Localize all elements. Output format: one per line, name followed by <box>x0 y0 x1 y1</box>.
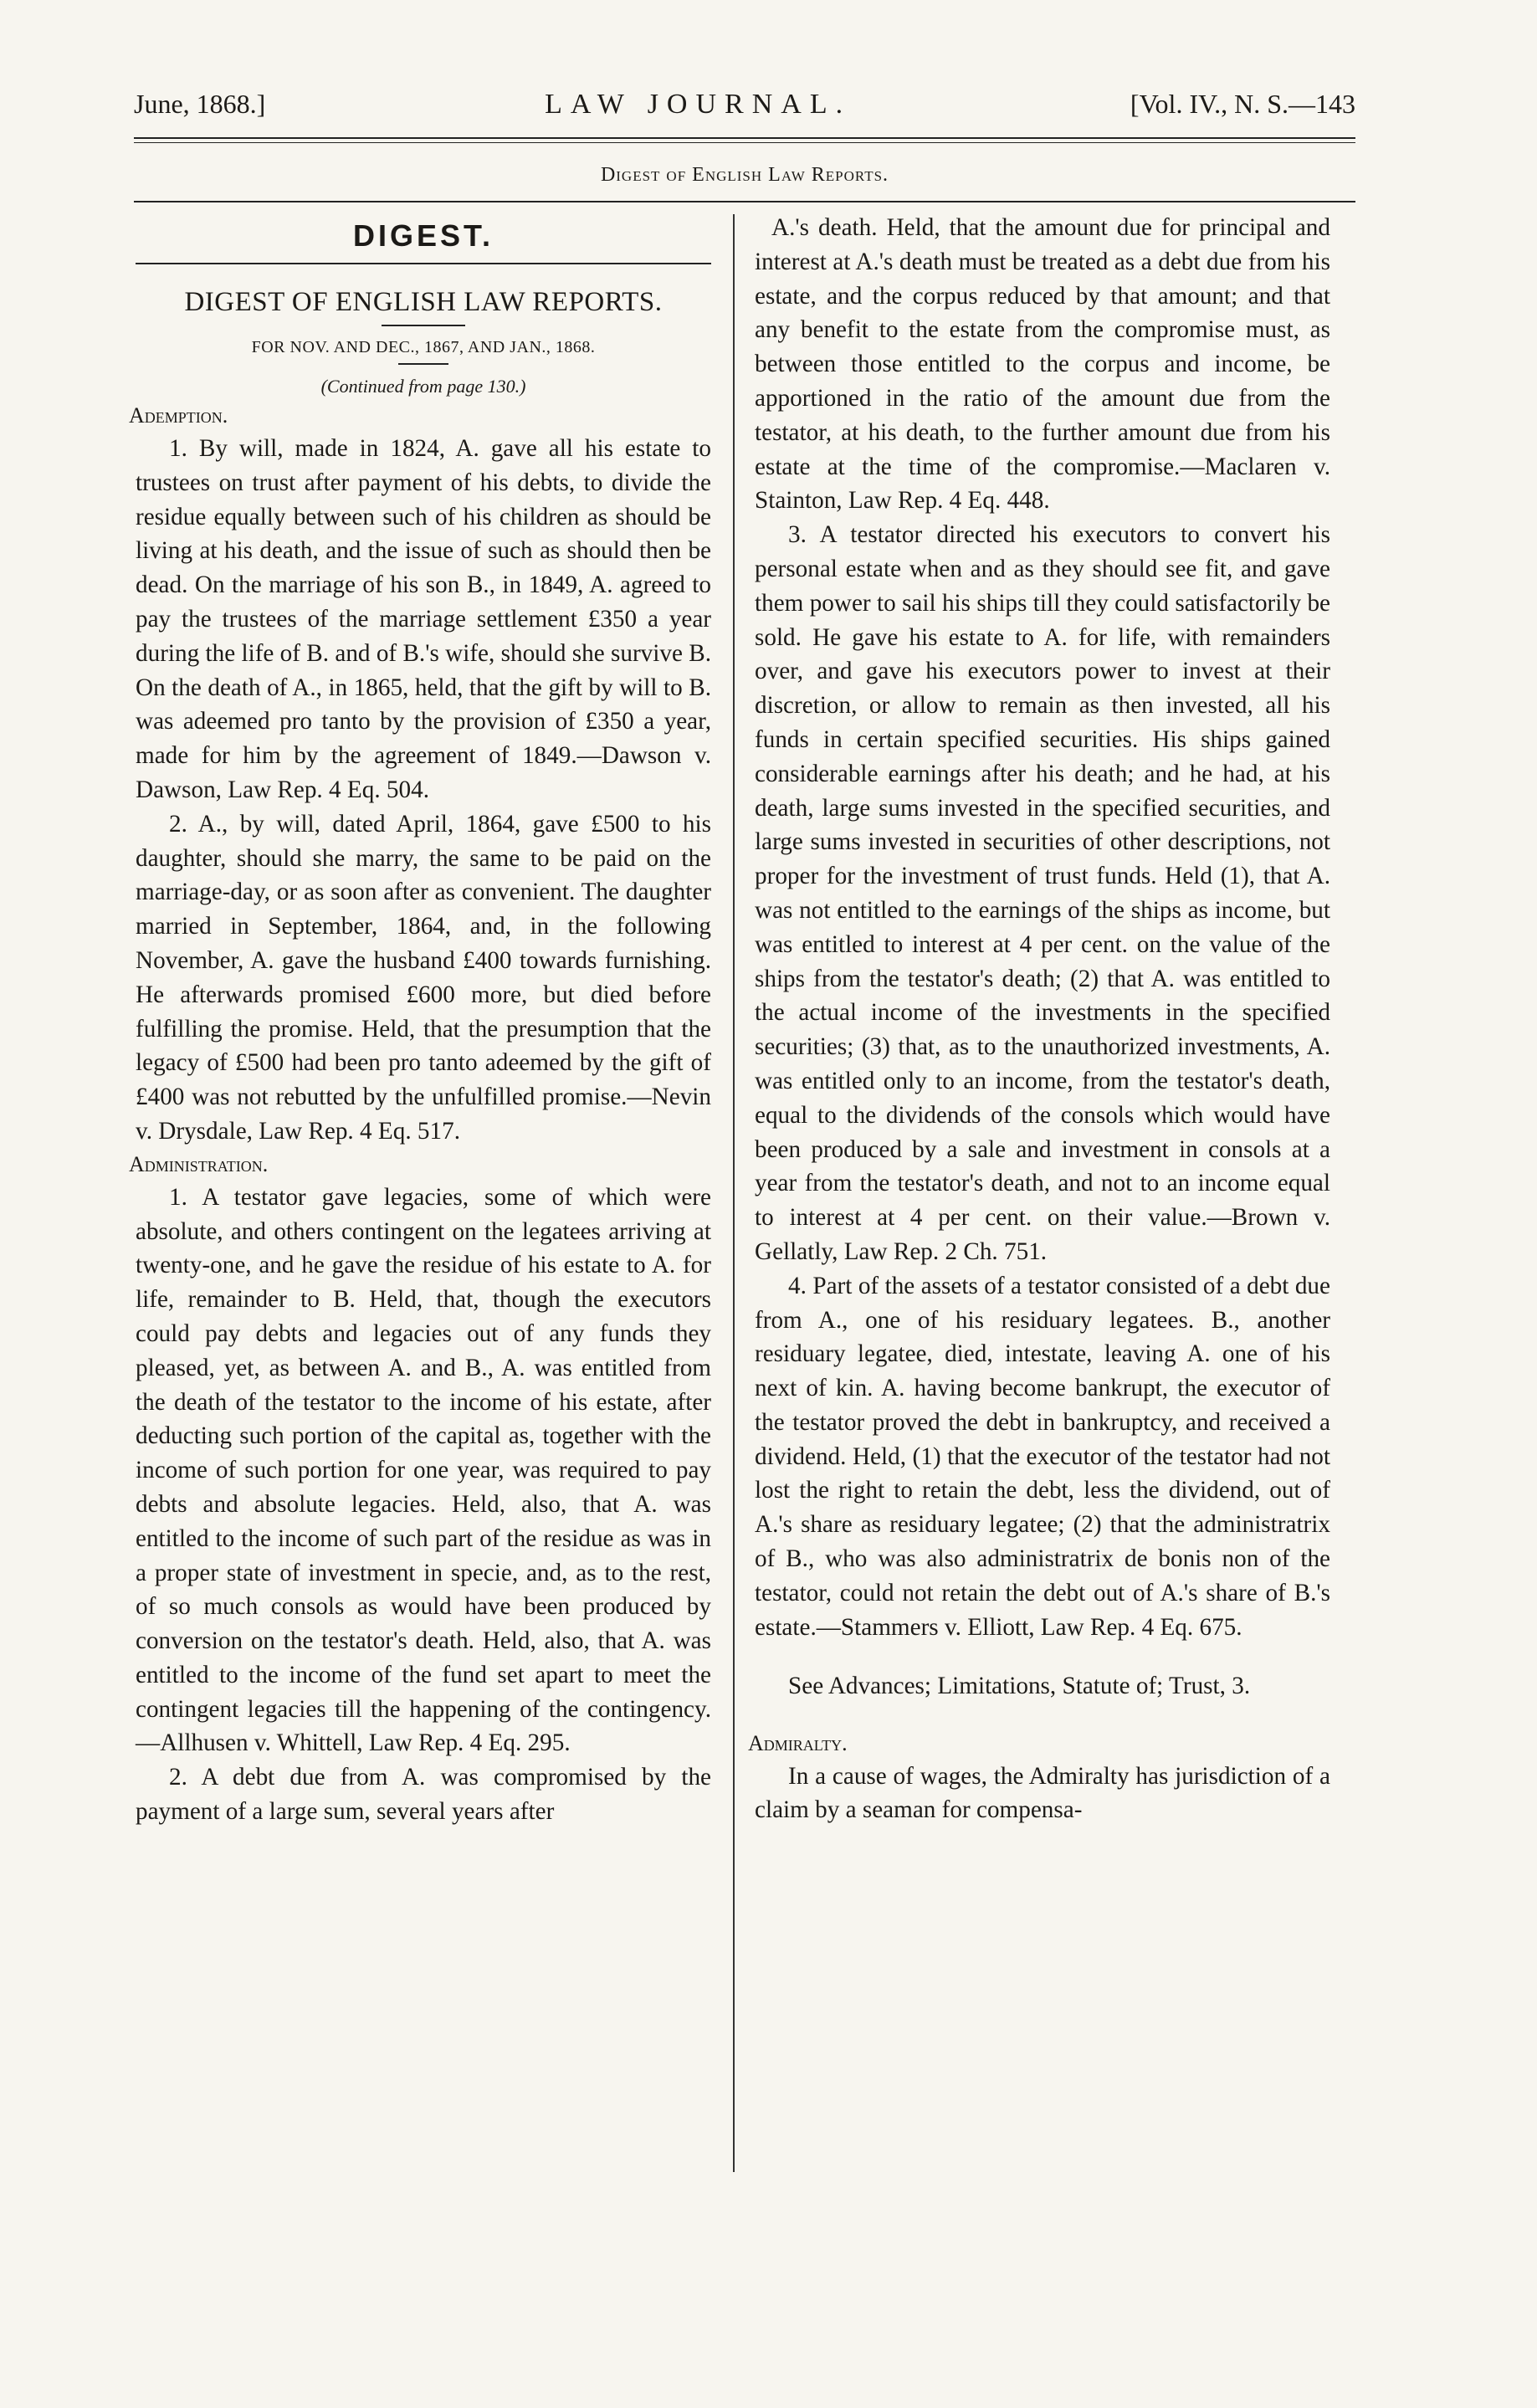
topic-administration: Administration. <box>129 1151 269 1176</box>
running-head-journal: LAW JOURNAL. <box>545 89 852 120</box>
running-head-date: June, 1868.] <box>134 89 266 119</box>
admiralty-para-1: In a cause of wages, the Admiralty has jurisdiction of a claim by a seaman for compensa- <box>755 1762 1330 1824</box>
right-column <box>748 211 1330 1827</box>
continued-note: (Continued from page 130.) <box>320 376 526 397</box>
left-column <box>129 211 711 1829</box>
digest-subheading: DIGEST OF ENGLISH LAW REPORTS. <box>184 287 663 317</box>
administration-para-2-start: 2. A debt due from A. was compromised by the payment of a large sum, several years after <box>136 1764 711 1826</box>
administration-para-1: 1. A testator gave legacies, some of which were absolute, and others contingent on the legatees arriving at twenty-one, and he gave the residue of his estate to A. for life, remainder to B. Held, that, though the executors could pay debts and legacies out of any funds they pleased, yet, as between A. and B., A. was entitled from the death of the testator to the income of his estate, after deducting such portion of the capital as, together with the income of such portion for one year, was required to pay debts and absolute legacies. Held, also, that A. was entitled to the income of such part of the residue as was in a proper state of investment in specie, and, as to the rest, of so much consols as would have been produced by conversion on the testator's death. Held, also, that A. was entitled to the income of the fund set apart to meet the contingent legacies till the happening of the contingency.—Allhusen v. Whittell, Law Rep. 4 Eq. 295. <box>136 1183 711 1757</box>
administration-para-3: 3. A testator directed his executors to convert his personal estate when and as they should see fit, and gave them power to sail his ships till they could satisfactorily be sold. He gave his estate to A. for life, with remainders over, and gave his executors power to invest at their discretion, or allow to remain as then invested, all his funds in certain specified securities. His ships gained considerable earnings after his death; and he had, at his death, large sums invested in the specified securities, and large sums invested in securities of other descriptions, not proper for the investment of trust funds. Held (1), that A. was not entitled to the earnings of the ships as income, but was entitled to interest at 4 per cent. on the value of the ships from the testator's death; (2) that A. was entitled to the actual income of the investments in the specified securities; (3) that, as to the unauthorized investments, A. was entitled only to an income, from the testator's death, equal to the dividends of the consols which would have been produced by a sale and investment in consols at a year from the testator's death, and not to an income equal to interest at 4 per cent. on their value.—Brown v. Gellatly, Law Rep. 2 Ch. 751. <box>755 521 1330 1265</box>
header-rule-bottom <box>134 142 1355 143</box>
subheading-rule <box>382 325 465 326</box>
section-title: Digest of English Law Reports. <box>600 164 889 186</box>
digest-period: FOR NOV. AND DEC., 1867, AND JAN., 1868. <box>251 338 596 356</box>
digest-heading: DIGEST. <box>352 218 494 253</box>
running-head-volume: [Vol. IV., N. S.—143 <box>1130 89 1355 119</box>
ademption-para-1: 1. By will, made in 1824, A. gave all his estate to trustees on trust after payment of his debts, to divide the residue equally between such of his children as should be living at his death, and the issue of such as should then be dead. On the marriage of his son B., in 1849, A. agreed to pay the trustees of the marriage settlement £350 a year during the life of B. and of B.'s wife, should she survive B. On the death of A., in 1865, held, that the gift by will to B. was adeemed pro tanto by the provision of £350 a year, made for him by the agreement of 1849.—Dawson v. Dawson, Law Rep. 4 Eq. 504. <box>136 435 711 803</box>
period-rule <box>398 363 448 365</box>
topic-ademption: Ademption. <box>129 403 228 428</box>
digest-rule <box>136 263 711 264</box>
column-divider <box>733 214 735 2172</box>
header-rule-top <box>134 137 1355 139</box>
see-also-references: See Advances; Limitations, Statute of; Trust, 3. <box>788 1672 1251 1699</box>
running-head <box>134 89 1355 132</box>
administration-para-2-cont: A.'s death. Held, that the amount due for principal and interest at A.'s death must be treated as a debt due from his estate, and the corpus reduced by that amount; and that any benefit to the estate from the compromise must, as between those entitled to the corpus and income, be apportioned in the ratio of the amount due from the testator, at his death, to the further amount due from his estate at the time of the compromise.—Maclaren v. Stainton, Law Rep. 4 Eq. 448. <box>755 214 1330 515</box>
topic-admiralty: Admiralty. <box>748 1730 848 1755</box>
section-rule <box>134 201 1355 202</box>
ademption-para-2: 2. A., by will, dated April, 1864, gave £500 to his daughter, should she marry, the same to be paid on the marriage-day, or as soon after as convenient. The daughter married in September, 1864, and, in the following November, A. gave the husband £400 towards furnishing. He afterwards promised £600 more, but died before fulfilling the promise. Held, that the presumption that the legacy of £500 had been pro tanto adeemed by the gift of £400 was not rebutted by the unfulfilled promise.—Nevin v. Drysdale, Law Rep. 4 Eq. 517. <box>136 810 711 1145</box>
administration-para-4: 4. Part of the assets of a testator consisted of a debt due from A., one of his residuary legatees. B., another residuary legatee, died, intestate, leaving A. one of his next of kin. A. having become bankrupt, the executor of the testator proved the debt in bankruptcy, and received a dividend. Held, (1) that the executor of the testator had not lost the right to retain the debt, less the dividend, out of A.'s share as residuary legatee; (2) that the administratrix of B., who was also administratrix de bonis non of the testator, could not retain the debt out of A.'s share of B.'s estate.—Stammers v. Elliott, Law Rep. 4 Eq. 675. <box>755 1272 1330 1641</box>
